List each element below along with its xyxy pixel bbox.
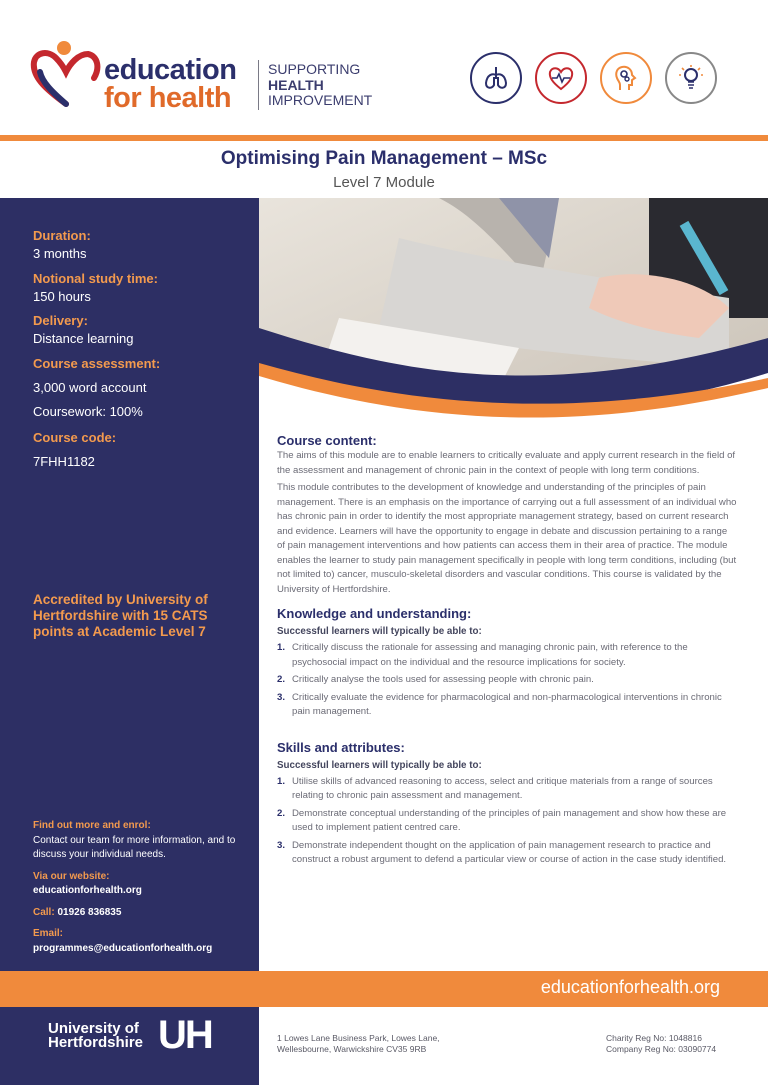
company-reg: Company Reg No: 03090774 — [606, 1044, 717, 1054]
lungs-icon — [470, 52, 522, 104]
list-item — [277, 691, 737, 720]
logo-line-1: education — [104, 54, 237, 86]
header-rule — [0, 135, 768, 141]
heart-pulse-icon — [535, 52, 587, 104]
head-gears-icon — [600, 52, 652, 104]
study-label: Notional study time: — [33, 271, 158, 286]
duration-block — [33, 228, 91, 261]
university-line-1: University of — [48, 1020, 139, 1037]
delivery-value: Distance learning — [33, 331, 134, 346]
knowledge-heading: Knowledge and understanding: — [277, 606, 472, 621]
university-name — [48, 1022, 143, 1050]
code-label: Course code: — [33, 430, 117, 445]
tagline-divider — [258, 60, 259, 110]
uh-logo-mark: UH — [158, 1013, 212, 1057]
web-link[interactable]: educationforhealth.org — [33, 885, 142, 896]
call-label: Call: — [33, 906, 55, 918]
find-text: Contact our team for more information, and to discuss your individual needs. — [33, 834, 236, 860]
delivery-block — [33, 313, 133, 346]
page-subtitle: Level 7 Module — [333, 174, 435, 191]
study-value: 150 hours — [33, 289, 91, 304]
heart-logo-icon — [30, 38, 102, 110]
tagline — [268, 62, 372, 109]
logo-line-2: for health — [104, 82, 232, 114]
list-text: Demonstrate independent thought on the application of pain management research to practice and construct a robust argument to defend a particular view or course of action in the case study identified. — [292, 839, 727, 865]
list-item — [277, 641, 737, 670]
list-number: 2. — [277, 674, 286, 685]
lightbulb-icon — [665, 52, 717, 104]
list-item — [277, 673, 737, 688]
list-text: Critically evaluate the evidence for pharmacological and non-pharmacological interventions in chronic pain management. — [292, 691, 722, 717]
header — [0, 0, 768, 135]
address-line-1: 1 Lowes Lane Business Park, Lowes Lane, — [277, 1033, 440, 1043]
university-line-2: Hertfordshire — [48, 1034, 144, 1051]
web-label: Via our website: — [33, 870, 110, 882]
skills-intro: Successful learners will typically be able to: — [277, 759, 482, 771]
tagline-line-2: HEALTH — [268, 76, 324, 93]
email-label: Email: — [33, 928, 64, 939]
assessment-value-2: Coursework: 100% — [33, 404, 143, 419]
charity-reg: Charity Reg No: 1048816 — [606, 1033, 702, 1043]
list-text: Critically discuss the rationale for assessing and managing chronic pain, with reference to the psychosocial impact on the individual and the resource implications for society. — [292, 642, 688, 668]
assessment-block — [33, 356, 160, 419]
tagline-line-1: SUPPORTING — [268, 61, 361, 77]
study-block — [33, 271, 158, 304]
page-title: Optimising Pain Management – MSc — [220, 148, 548, 169]
call-row — [33, 906, 248, 921]
skills-list — [277, 775, 737, 868]
knowledge-intro: Successful learners will typically be able to: — [277, 626, 482, 637]
hero-photo — [259, 198, 768, 428]
list-number: 1. — [277, 775, 286, 787]
footer-website-link[interactable]: educationforhealth.org — [540, 977, 720, 997]
code-block — [33, 430, 116, 469]
tagline-line-3: IMPROVEMENT — [268, 92, 373, 108]
main-content — [277, 433, 737, 871]
course-content-heading: Course content: — [277, 433, 377, 448]
logo-wordmark — [104, 56, 236, 112]
delivery-label: Delivery: — [33, 313, 88, 328]
code-value: 7FHH1182 — [33, 454, 95, 469]
list-item — [277, 839, 737, 868]
knowledge-list — [277, 641, 737, 720]
accreditation-note: Accredited by University of Hertfordshire with 15 CATS points at Academic Level 7 — [33, 592, 208, 639]
duration-value: 3 months — [33, 246, 87, 261]
assessment-value-1: 3,000 word account — [33, 380, 147, 395]
skills-heading: Skills and attributes: — [277, 739, 405, 755]
find-label: Find out more and enrol: — [33, 820, 151, 831]
duration-label: Duration: — [33, 228, 91, 243]
list-number: 3. — [277, 839, 286, 851]
registration-numbers — [606, 1033, 716, 1055]
list-item — [277, 775, 737, 804]
email-link[interactable]: programmes@educationforhealth.org — [33, 942, 213, 954]
header-icons — [470, 52, 717, 104]
course-paragraph-1: The aims of this module are to enable learners to critically evaluate and apply current research in the field of the assessment and management of chronic pain in the context of people with long term conditions. — [277, 450, 736, 476]
contact-block — [33, 819, 248, 956]
list-number: 1. — [277, 642, 286, 653]
list-number: 2. — [277, 807, 286, 819]
list-text: Utilise skills of advanced reasoning to access, select and critique materials from a range of sources relating to chronic pain assessment and management. — [292, 775, 713, 801]
call-value[interactable]: 01926 836835 — [57, 906, 122, 918]
list-number: 3. — [277, 691, 286, 703]
course-paragraph-2: This module contributes to the development of knowledge and understanding of the principles of pain management. There is an emphasis on the importance of carrying out a full assessment of an individual who has chronic pain in order to identify the most appropriate management strategy, based on current research and evidence. Learners will have the opportunity to engage in debate and discussion pertaining to a range of pain management interventions and how patients can access them in their area of practice. The module enables the learner to study pain management specifically in people with long term conditions, including (but not limited to) cancer, musculo-skeletal disorders and vascular conditions. This course is validated by the University of Hertfordshire. — [277, 482, 737, 595]
list-text: Demonstrate conceptual understanding of the principles of pain management and show how these are used to implement patient centred care. — [292, 807, 727, 833]
assessment-label: Course assessment: — [33, 356, 161, 371]
address-line-2: Wellesbourne, Warwickshire CV35 9RB — [277, 1044, 427, 1054]
list-item — [277, 807, 737, 836]
list-text: Critically analyse the tools used for assessing people with chronic pain. — [292, 674, 594, 685]
postal-address — [277, 1033, 440, 1055]
